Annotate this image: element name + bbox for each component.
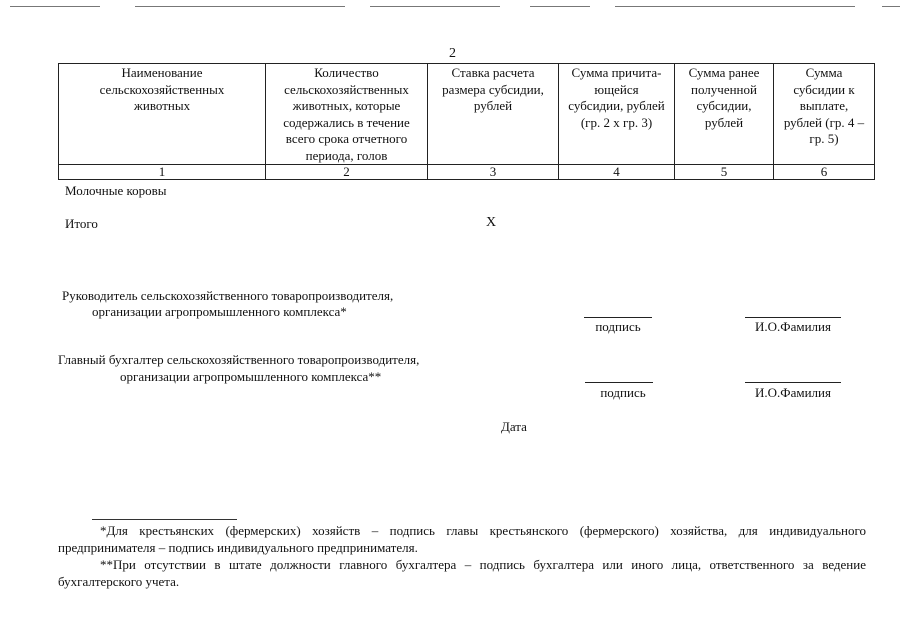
footnote-2: **При отсутствии в штате должности главного бухгалтера – подпись бухгалтера или иного лица, ответственного за ведение бухгалтерского учета. — [58, 557, 866, 589]
accountant-name-line — [745, 382, 841, 383]
accountant-title-line2: организации агропромышленного комплекса** — [120, 369, 382, 384]
top-border-line — [615, 6, 855, 7]
top-border-line — [882, 6, 900, 7]
top-border-line — [135, 6, 345, 7]
date-label: Дата — [501, 419, 527, 434]
column-number-row — [59, 165, 875, 180]
header-animal-count: Количество сельскохозяйственных животных, которые содержались в течение всего срока отчетного периода, голов — [266, 64, 428, 165]
top-border-line — [530, 6, 590, 7]
accountant-signature-label: подпись — [600, 385, 646, 400]
footnote-separator — [92, 519, 237, 520]
head-name-label: И.О.Фамилия — [755, 319, 831, 334]
row-total: Итого — [65, 216, 98, 231]
accountant-name-label: И.О.Фамилия — [755, 385, 831, 400]
column-number: 2 — [266, 165, 428, 180]
header-due-subsidy: Сумма причита-ющейся субсидии, рублей (гр. 2 х гр. 3) — [559, 64, 675, 165]
top-border-line — [370, 6, 500, 7]
page-number: 2 — [449, 46, 456, 61]
subsidy-table — [58, 63, 875, 180]
total-marker: Х — [486, 215, 497, 230]
head-name-line — [745, 317, 841, 318]
header-animal-name: Наименование сельскохозяйственных животных — [59, 64, 266, 165]
head-signature-line — [584, 317, 652, 318]
header-received-subsidy: Сумма ранее полученной субсидии, рублей — [675, 64, 774, 165]
accountant-title-line1: Главный бухгалтер сельскохозяйственного товаропроизводителя, — [58, 352, 420, 367]
column-number: 4 — [559, 165, 675, 180]
row-dairy-cows: Молочные коровы — [65, 183, 167, 198]
head-title-line1: Руководитель сельскохозяйственного товаропроизводителя, — [62, 288, 394, 303]
head-signature-label: подпись — [595, 319, 641, 334]
header-rate: Ставка расчета размера субсидии, рублей — [428, 64, 559, 165]
footnote-1: *Для крестьянских (фермерских) хозяйств – подпись главы крестьянского (фермерского) хозяйства, для индивидуального предпринимателя – подпись индивидуального предпринимателя. — [58, 523, 866, 555]
table-header-row — [59, 64, 875, 165]
column-number: 5 — [675, 165, 774, 180]
accountant-signature-line — [585, 382, 653, 383]
column-number: 1 — [59, 165, 266, 180]
header-payable-subsidy: Сумма субсидии к выплате, рублей (гр. 4 – гр. 5) — [774, 64, 875, 165]
column-number: 3 — [428, 165, 559, 180]
head-title-line2: организации агропромышленного комплекса* — [92, 304, 347, 319]
top-border-line — [10, 6, 100, 7]
column-number: 6 — [774, 165, 875, 180]
